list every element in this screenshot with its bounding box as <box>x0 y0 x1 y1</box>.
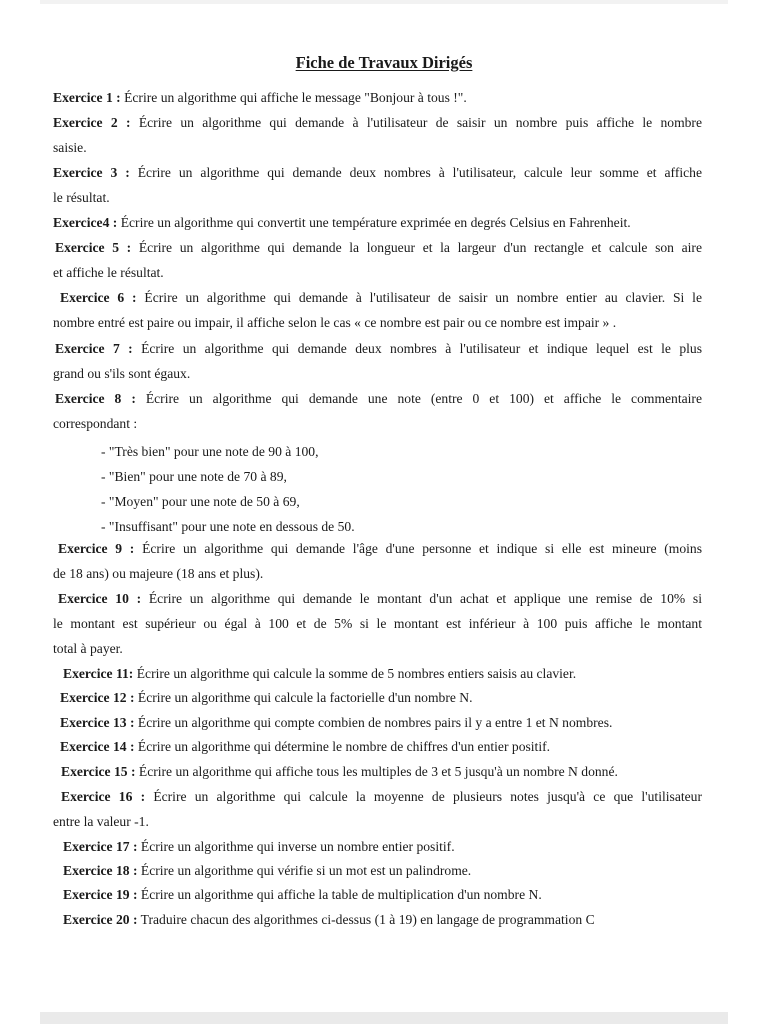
exercise-line <box>53 164 702 182</box>
exercise-label: Exercice 7 : <box>55 341 133 356</box>
exercise-text: Écrire un algorithme qui inverse un nombre entier positif. <box>140 839 455 854</box>
exercise-text: Écrire un algorithme qui affiche le message "Bonjour à tous !". <box>124 90 467 105</box>
exercise-text: entre la valeur -1. <box>53 814 149 829</box>
exercise-line <box>60 714 612 732</box>
exercise-text: et affiche le résultat. <box>53 265 164 280</box>
exercise-line <box>53 214 631 232</box>
exercise-label: Exercice 2 : <box>53 115 131 130</box>
exercise-text: Traduire chacun des algorithmes ci-dessus (1 à 19) en langage de programmation C <box>140 912 595 927</box>
exercise-text: Écrire un algorithme qui demande deux nombres à l'utilisateur, calcule leur somme et affiche <box>137 165 702 180</box>
exercise-line <box>53 615 702 633</box>
list-item: - "Insuffisant" pour une note en dessous de 50. <box>101 519 355 534</box>
exercise-line <box>63 911 595 929</box>
exercise-text: Écrire un algorithme qui compte combien de nombres pairs il y a entre 1 et N nombres. <box>137 715 613 730</box>
exercise-text: le résultat. <box>53 190 110 205</box>
exercise-line <box>58 590 702 608</box>
exercise-label: Exercice 8 : <box>55 391 136 406</box>
exercise-label: Exercice 12 : <box>60 690 135 705</box>
exercise-line <box>53 813 149 831</box>
exercise-line <box>53 415 137 433</box>
exercise-label: Exercice 3 : <box>53 165 130 180</box>
exercise-text: Écrire un algorithme qui affiche tous les multiples de 3 et 5 jusqu'à un nombre N donné. <box>138 764 618 779</box>
exercise-label: Exercice4 : <box>53 215 118 230</box>
exercise-line <box>53 264 164 282</box>
exercise-line <box>53 365 190 383</box>
exercise-line <box>53 89 467 107</box>
list-item: - "Bien" pour une note de 70 à 89, <box>101 469 287 484</box>
exercise-text: Écrire un algorithme qui calcule la somme de 5 nombres entiers saisis au clavier. <box>136 666 577 681</box>
exercise-text: Écrire un algorithme qui affiche la table de multiplication d'un nombre N. <box>140 887 542 902</box>
exercise-line <box>53 640 123 658</box>
exercise-text: Écrire un algorithme qui demande l'âge d'une personne et indique si elle est mineure (moins <box>142 541 703 556</box>
exercise-line <box>61 763 618 781</box>
exercise-text: Écrire un algorithme qui demande la longueur et la largeur d'un rectangle et calcule son aire <box>138 240 702 255</box>
exercise-label: Exercice 11: <box>63 666 134 681</box>
exercise-line <box>60 689 473 707</box>
exercise-text: Écrire un algorithme qui convertit une température exprimée en degrés Celsius en Fahrenheit. <box>120 215 631 230</box>
exercise-text: Écrire un algorithme qui vérifie si un mot est un palindrome. <box>140 863 472 878</box>
exercise-label: Exercice 17 : <box>63 839 138 854</box>
exercise-text: Écrire un algorithme qui demande deux nombres à l'utilisateur et indique lequel est le plus <box>141 341 702 356</box>
exercise-label: Exercice 16 : <box>61 789 146 804</box>
exercise-text: Écrire un algorithme qui demande une note (entre 0 et 100) et affiche le commentaire <box>145 391 702 406</box>
exercise-label: Exercice 15 : <box>61 764 136 779</box>
exercise-text: Écrire un algorithme qui demande le montant d'un achat et applique une remise de 10% si <box>148 591 702 606</box>
list-item: - "Très bien" pour une note de 90 à 100, <box>101 444 319 459</box>
exercise-text: Écrire un algorithme qui calcule la factorielle d'un nombre N. <box>137 690 473 705</box>
exercise-label: Exercice 5 : <box>55 240 132 255</box>
list-item: - "Moyen" pour une note de 50 à 69, <box>101 494 300 509</box>
exercise-line <box>53 139 87 157</box>
exercise-text: de 18 ans) ou majeure (18 ans et plus). <box>53 566 264 581</box>
exercise-text: saisie. <box>53 140 87 155</box>
exercise-text: grand ou s'ils sont égaux. <box>53 366 191 381</box>
exercise-label: Exercice 19 : <box>63 887 138 902</box>
exercise-line <box>63 838 455 856</box>
exercise-line <box>53 565 263 583</box>
exercise-line <box>63 665 576 683</box>
exercise-line <box>60 289 702 307</box>
exercise-text: Écrire un algorithme qui détermine le nombre de chiffres d'un entier positif. <box>137 739 551 754</box>
exercise-label: Exercice 13 : <box>60 715 135 730</box>
exercise-line <box>58 540 702 558</box>
exercise-line <box>61 788 702 806</box>
exercise-line <box>53 189 110 207</box>
exercise-label: Exercice 14 : <box>60 739 135 754</box>
exercise-line <box>55 390 702 408</box>
exercise-line <box>63 886 542 904</box>
exercise-line <box>55 239 702 257</box>
exercise-line <box>55 340 702 358</box>
exercise-label: Exercice 1 : <box>53 90 121 105</box>
exercise-text: total à payer. <box>53 641 123 656</box>
exercise-label: Exercice 10 : <box>58 591 142 606</box>
exercise-text: Écrire un algorithme qui demande à l'utilisateur de saisir un nombre entier au clavier. Si le <box>144 290 702 305</box>
exercise-label: Exercice 20 : <box>63 912 138 927</box>
exercise-text: le montant est supérieur ou égal à 100 et de 5% si le montant est inférieur à 100 puis affiche le montant <box>53 616 702 631</box>
exercise-line <box>60 738 550 756</box>
exercise-label: Exercice 9 : <box>58 541 135 556</box>
exercise-line <box>53 314 616 332</box>
exercise-text: Écrire un algorithme qui calcule la moyenne de plusieurs notes jusqu'à ce que l'utilisateur <box>153 789 702 804</box>
page-title: Fiche de Travaux Dirigés <box>295 53 473 72</box>
exercise-label: Exercice 6 : <box>60 290 137 305</box>
page-bottom-edge <box>40 1012 728 1024</box>
exercise-text: correspondant : <box>53 416 138 431</box>
exercise-line <box>53 114 702 132</box>
exercise-text: Écrire un algorithme qui demande à l'utilisateur de saisir un nombre puis affiche le nombre <box>138 115 702 130</box>
exercise-line <box>63 862 471 880</box>
exercise-label: Exercice 18 : <box>63 863 138 878</box>
exercise-text: nombre entré est paire ou impair, il affiche selon le cas « ce nombre est pair ou ce nombre est impair » . <box>53 315 617 330</box>
